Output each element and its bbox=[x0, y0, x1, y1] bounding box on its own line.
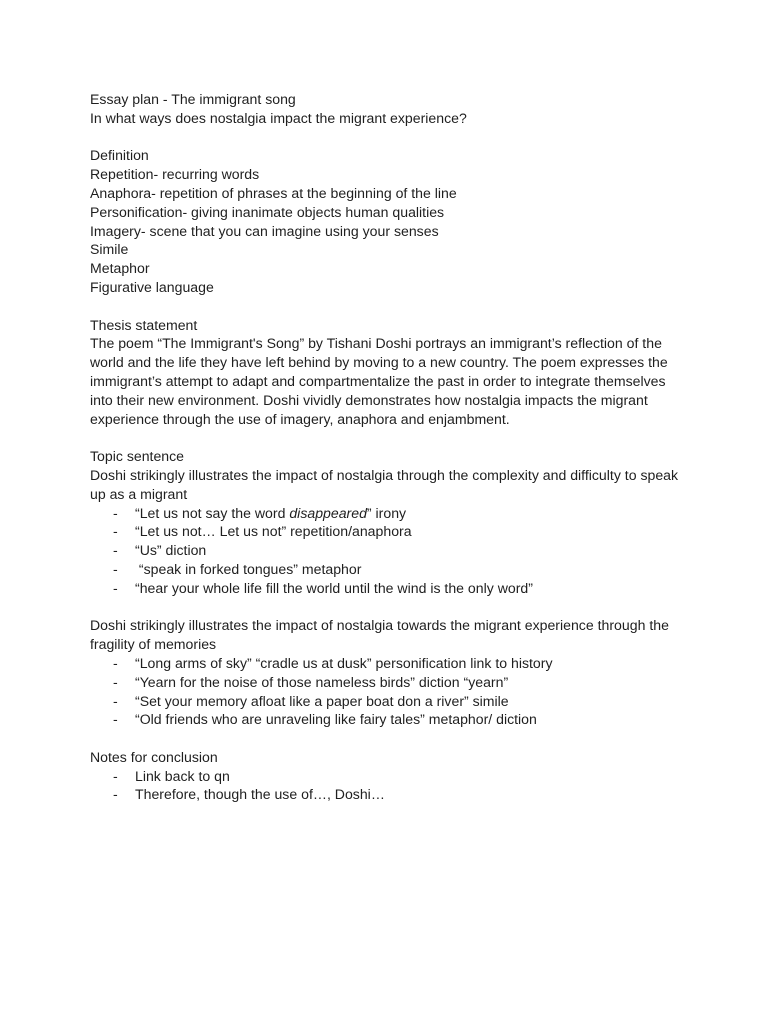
list-item bbox=[90, 785, 680, 804]
definitions-section bbox=[90, 146, 680, 296]
thesis-line: The poem “The Immigrant's Song” by Tishani Doshi portrays an immigrant’s reflection of the bbox=[90, 335, 662, 352]
definition-item: Personification- giving inanimate objects human qualities bbox=[90, 203, 445, 220]
spacer bbox=[90, 729, 680, 748]
point-text: “hear your whole life fill the world until the wind is the only word” bbox=[135, 579, 533, 596]
list-item bbox=[90, 767, 680, 786]
topic-sentence-line: Doshi strikingly illustrates the impact of nostalgia towards the migrant experience through the bbox=[90, 617, 669, 634]
dash-bullet: - bbox=[113, 579, 118, 596]
point-text: “Let us not… Let us not” repetition/anaphora bbox=[135, 523, 412, 540]
list-item bbox=[90, 541, 680, 560]
point-text: “Long arms of sky” “cradle us at dusk” personification link to history bbox=[135, 654, 553, 671]
essay-question: In what ways does nostalgia impact the migrant experience? bbox=[90, 109, 467, 126]
point-text: “Old friends who are unraveling like fairy tales” metaphor/ diction bbox=[135, 711, 537, 728]
list-item bbox=[90, 579, 680, 598]
definition-item: Imagery- scene that you can imagine using your senses bbox=[90, 222, 439, 239]
thesis-section bbox=[90, 316, 680, 429]
thesis-line: world and the life they have left behind by moving to a new country. The poem expresses the bbox=[90, 354, 668, 371]
dash-bullet: - bbox=[113, 560, 118, 577]
thesis-line: immigrant’s attempt to adapt and compartmentalize the past in order to integrate themselves bbox=[90, 372, 666, 389]
definition-item: Anaphora- repetition of phrases at the beginning of the line bbox=[90, 184, 457, 201]
topic-1-points bbox=[90, 504, 680, 598]
spacer bbox=[90, 297, 680, 316]
dash-bullet: - bbox=[113, 542, 118, 559]
thesis-heading: Thesis statement bbox=[90, 316, 198, 333]
dash-bullet: - bbox=[113, 786, 118, 803]
list-item bbox=[90, 522, 680, 541]
topic-1-section bbox=[90, 447, 680, 597]
spacer bbox=[90, 128, 680, 147]
thesis-line: into their new environment. Doshi vividly demonstrates how nostalgia impacts the migrant bbox=[90, 391, 648, 408]
point-text: “speak in forked tongues” metaphor bbox=[135, 560, 362, 577]
topic-heading: Topic sentence bbox=[90, 448, 185, 465]
definition-item: Figurative language bbox=[90, 278, 214, 295]
point-text: “Us” diction bbox=[135, 542, 207, 559]
spacer bbox=[90, 598, 680, 617]
conclusion-section bbox=[90, 748, 680, 804]
point-text: “Yearn for the noise of those nameless birds” diction “yearn” bbox=[135, 673, 509, 690]
spacer bbox=[90, 428, 680, 447]
point-text: “Set your memory afloat like a paper boat don a river” simile bbox=[135, 692, 509, 709]
topic-sentence-line: up as a migrant bbox=[90, 485, 188, 502]
definitions-heading: Definition bbox=[90, 147, 149, 164]
dash-bullet: - bbox=[113, 673, 118, 690]
list-item bbox=[90, 654, 680, 673]
definition-item: Simile bbox=[90, 241, 129, 258]
point-text: Therefore, though the use of…, Doshi… bbox=[135, 786, 385, 803]
topic-2-points bbox=[90, 654, 680, 729]
topic-sentence-line: Doshi strikingly illustrates the impact of nostalgia through the complexity and difficulty to speak bbox=[90, 466, 679, 483]
quote-emphasis: disappeared bbox=[289, 504, 367, 521]
document-page bbox=[90, 90, 680, 804]
dash-bullet: - bbox=[113, 711, 118, 728]
list-item bbox=[90, 710, 680, 729]
point-text: Link back to qn bbox=[135, 767, 230, 784]
definition-item: Metaphor bbox=[90, 260, 150, 277]
conclusion-heading: Notes for conclusion bbox=[90, 748, 218, 765]
topic-sentence-line: fragility of memories bbox=[90, 636, 217, 653]
quote-before: “Let us not say the word bbox=[135, 504, 290, 521]
document-title: Essay plan - The immigrant song bbox=[90, 91, 296, 107]
list-item bbox=[90, 504, 680, 523]
dash-bullet: - bbox=[113, 654, 118, 671]
topic-2-section bbox=[90, 616, 680, 729]
list-item bbox=[90, 692, 680, 711]
dash-bullet: - bbox=[113, 692, 118, 709]
list-item bbox=[90, 673, 680, 692]
dash-bullet: - bbox=[113, 767, 118, 784]
dash-bullet: - bbox=[113, 504, 118, 521]
thesis-line: experience through the use of imagery, anaphora and enjambment. bbox=[90, 410, 510, 427]
conclusion-points bbox=[90, 767, 680, 805]
dash-bullet: - bbox=[113, 523, 118, 540]
definition-item: Repetition- recurring words bbox=[90, 166, 260, 183]
list-item bbox=[90, 560, 680, 579]
quote-after: ” irony bbox=[366, 504, 407, 521]
